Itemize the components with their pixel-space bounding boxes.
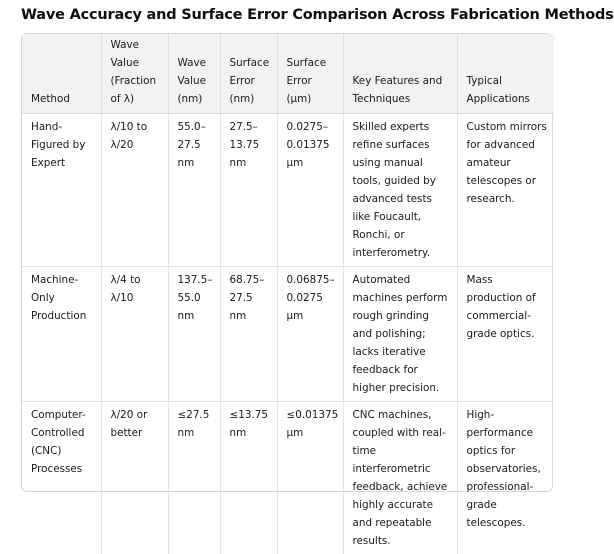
cell-applications: Custom mirrors for advanced amateur telescopes or research. bbox=[457, 114, 554, 267]
cell-key-features: Skilled experts refine surfaces using manual tools, guided by advanced tests like Foucault, Ronchi, or interferometry. bbox=[343, 114, 457, 267]
cell-key-features: Automated machines perform rough grinding and polishing; lacks iterative feedback for higher precision. bbox=[343, 267, 457, 402]
cell-method: Computer-Controlled (CNC) Processes bbox=[22, 402, 101, 554]
cell-surface-error-nm: ≤13.75 nm bbox=[220, 402, 277, 554]
cell-key-features: CNC machines, coupled with real-time interferometric feedback, achieve highly accurate and repeatable results. bbox=[343, 402, 457, 554]
cell-surface-error-um: ≤0.01375 µm bbox=[277, 402, 343, 554]
cell-surface-error-nm: 68.75–27.5 nm bbox=[220, 267, 277, 402]
cell-surface-error-um: 0.06875–0.0275 µm bbox=[277, 267, 343, 402]
cell-wave-nm: 137.5–55.0 nm bbox=[168, 267, 220, 402]
cell-wave-fraction: λ/4 to λ/10 bbox=[101, 267, 168, 402]
cell-applications: High-performance optics for observatories, professional-grade telescopes. bbox=[457, 402, 554, 554]
cell-wave-nm: ≤27.5 nm bbox=[168, 402, 220, 554]
header-wave-nm: Wave Value (nm) bbox=[168, 34, 220, 114]
cell-wave-fraction: λ/20 or better bbox=[101, 402, 168, 554]
cell-surface-error-nm: 27.5–13.75 nm bbox=[220, 114, 277, 267]
table-row bbox=[22, 114, 554, 267]
header-wave-fraction: Wave Value (Fraction of λ) bbox=[101, 34, 168, 114]
table-row bbox=[22, 402, 554, 554]
table-header-row bbox=[22, 34, 554, 114]
header-surface-error-nm: Surface Error (nm) bbox=[220, 34, 277, 114]
cell-surface-error-um: 0.0275–0.01375 µm bbox=[277, 114, 343, 267]
comparison-table bbox=[22, 34, 554, 554]
cell-wave-fraction: λ/10 to λ/20 bbox=[101, 114, 168, 267]
comparison-table-container bbox=[21, 33, 553, 492]
cell-method: Hand-Figured by Expert bbox=[22, 114, 101, 267]
page-title: Wave Accuracy and Surface Error Comparison Across Fabrication Methods bbox=[21, 7, 614, 23]
header-method: Method bbox=[22, 34, 101, 114]
cell-method: Machine-Only Production bbox=[22, 267, 101, 402]
header-applications: Typical Applications bbox=[457, 34, 554, 114]
header-key-features: Key Features and Techniques bbox=[343, 34, 457, 114]
cell-applications: Mass production of commercial-grade optics. bbox=[457, 267, 554, 402]
header-surface-error-um: Surface Error (µm) bbox=[277, 34, 343, 114]
table-row bbox=[22, 267, 554, 402]
cell-wave-nm: 55.0–27.5 nm bbox=[168, 114, 220, 267]
